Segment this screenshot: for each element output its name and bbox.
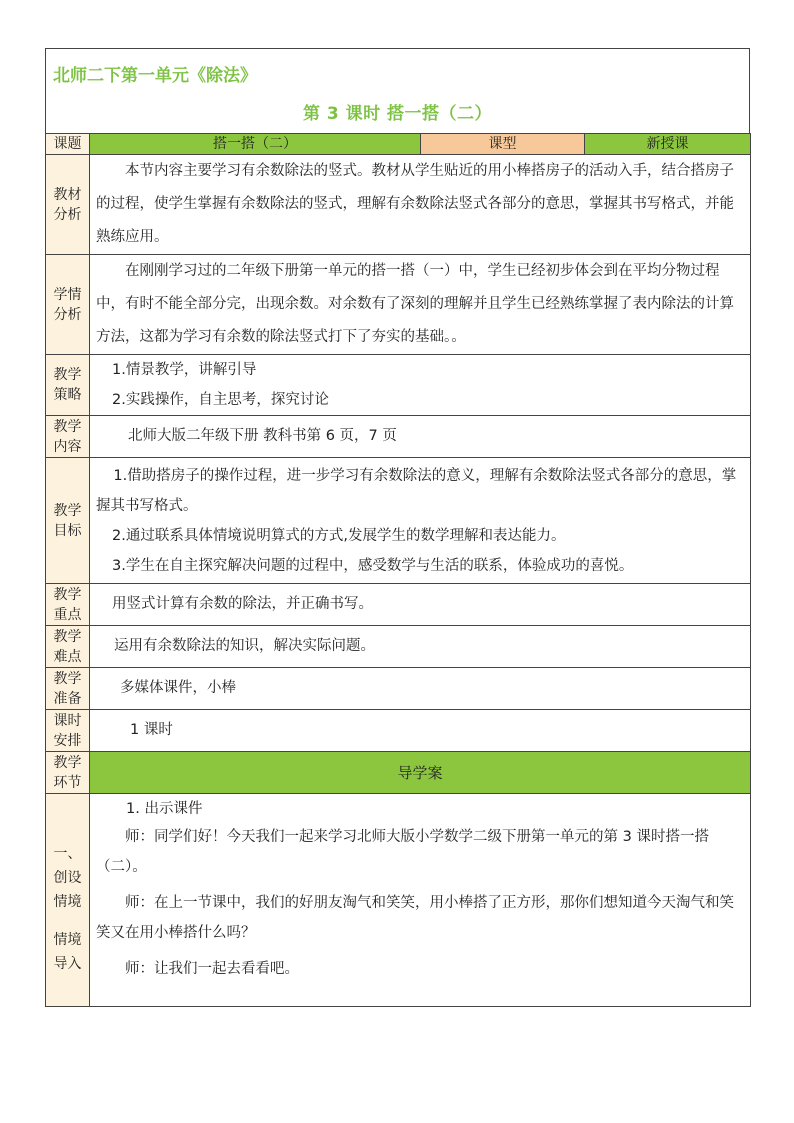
material-row	[46, 155, 751, 255]
lesson-table	[45, 133, 751, 1007]
preparation-label: 教学 准备	[46, 668, 90, 710]
students-text: 在刚刚学习过的二年级下册第一单元的搭一搭（一）中，学生已经初步体会到在平均分物过程中，有时不能全部分完，出现余数。对余数有了深刻的理解并且学生已经熟练掌握了表内除法的计算方法，这都为学习有余数的除法竖式打下了夯实的基础。。	[90, 255, 751, 355]
students-label: 学情 分析	[46, 255, 90, 355]
key-point-text: 用竖式计算有余数的除法，并正确书写。	[90, 584, 751, 626]
content-text: 北师大版二年级下册 教科书第 6 页，7 页	[90, 416, 751, 458]
preparation-text: 多媒体课件，小棒	[90, 668, 751, 710]
students-row	[46, 255, 751, 355]
stage-label: 教学 环节	[46, 752, 90, 794]
difficulty-row	[46, 626, 751, 668]
schedule-label: 课时 安排	[46, 710, 90, 752]
goals-text: 1.借助搭房子的操作过程，进一步学习有余数除法的意义，理解有余数除法竖式各部分的意思，掌握其书写格式。 2.通过联系具体情境说明算式的方式,发展学生的数学理解和表达能力。 3.学生在自主探究解决问题的过程中，感受数学与生活的联系，体验成功的喜悦。	[90, 458, 751, 584]
content-row	[46, 416, 751, 458]
unit-title: 北师二下第一单元《除法》	[53, 66, 257, 86]
intro-label: 一、 创设 情境 情境 导入	[46, 794, 90, 1007]
schedule-row	[46, 710, 751, 752]
preparation-row	[46, 668, 751, 710]
type-label: 课型	[421, 134, 585, 155]
topic-label: 课题	[46, 134, 90, 155]
strategy-row	[46, 355, 751, 416]
type-value: 新授课	[585, 134, 751, 155]
intro-row	[46, 794, 751, 1007]
topic-row	[46, 134, 751, 155]
difficulty-label: 教学 难点	[46, 626, 90, 668]
stage-text: 导学案	[90, 752, 751, 794]
topic-value: 搭一搭（二）	[90, 134, 421, 155]
lesson-title: 第 3 课时 搭一搭（二）	[302, 104, 493, 124]
lesson-plan-document	[45, 48, 750, 1007]
document-header	[45, 48, 750, 133]
stage-row	[46, 752, 751, 794]
content-label: 教学 内容	[46, 416, 90, 458]
material-label: 教材 分析	[46, 155, 90, 255]
strategy-text: 1.情景教学，讲解引导 2.实践操作，自主思考，探究讨论	[90, 355, 751, 416]
material-text: 本节内容主要学习有余数除法的竖式。教材从学生贴近的用小棒搭房子的活动入手，结合搭房子的过程，使学生掌握有余数除法的竖式，理解有余数除法竖式各部分的意思，掌握其书写格式，并能熟练应用。	[90, 155, 751, 255]
key-point-label: 教学 重点	[46, 584, 90, 626]
schedule-text: 1 课时	[90, 710, 751, 752]
strategy-label: 教学 策略	[46, 355, 90, 416]
intro-text: 1. 出示课件 师：同学们好！今天我们一起来学习北师大版小学数学二级下册第一单元的第 3 课时搭一搭（二）。 师：在上一节课中，我们的好朋友淘气和笑笑，用小棒搭了正方形，那你们想知道今天淘气和笑笑又在用小棒搭什么吗？ 师：让我们一起去看看吧。	[90, 794, 751, 1007]
key-point-row	[46, 584, 751, 626]
difficulty-text: 运用有余数除法的知识，解决实际问题。	[90, 626, 751, 668]
goals-label: 教学 目标	[46, 458, 90, 584]
goals-row	[46, 458, 751, 584]
